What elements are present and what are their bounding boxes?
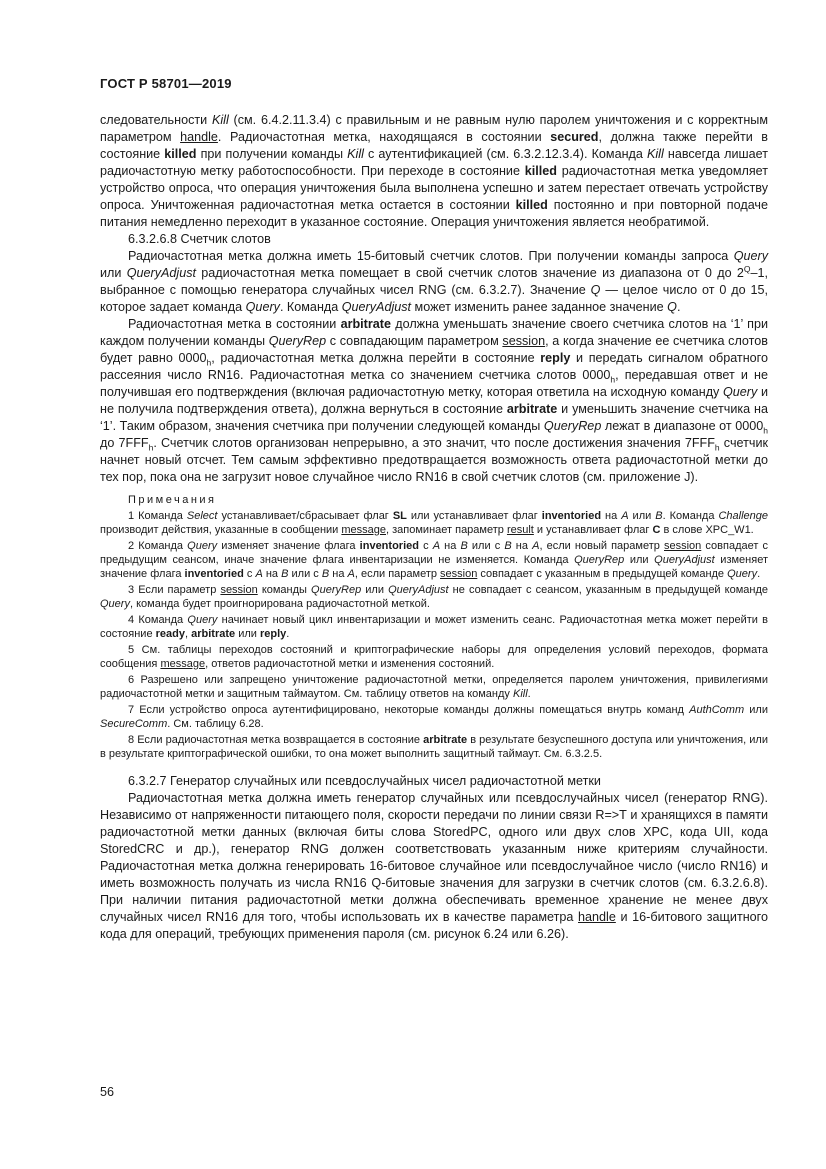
text: или — [235, 628, 260, 640]
paragraph-slot-counter — [100, 248, 768, 316]
subscript: h — [714, 442, 720, 453]
text: , радиочастотная метка должна перейти в состояние — [211, 351, 541, 365]
text: . Команда — [279, 300, 342, 314]
text: или с — [467, 540, 505, 552]
text: следовательности — [100, 113, 212, 127]
term: B — [504, 540, 512, 552]
term: inventoried — [359, 540, 419, 552]
text: , запоминает параметр — [386, 524, 507, 536]
text: совпадает с указанным в предыдущей команде — [477, 568, 728, 580]
term: Query — [723, 385, 758, 399]
text: 8 Если радиочастотная метка возвращается в состояние — [128, 734, 424, 746]
text: изменяет значение флага — [217, 540, 360, 552]
term: Kill — [347, 147, 364, 161]
text: Радиочастотная метка в состоянии — [128, 317, 341, 331]
term: killed — [164, 147, 197, 161]
term: QueryRep — [268, 334, 327, 348]
text: 3 Если параметр — [128, 584, 221, 596]
text: радиочастотная метка уведомляет устройство опроса, что операция уничтожения была выполнена успешно и затем перестает отвечать устройству опроса. Уничтоженная радиочастотная метка остается в состоянии — [100, 164, 768, 212]
term: arbitrate — [423, 734, 468, 746]
term: Query — [245, 300, 280, 314]
term: arbitrate — [191, 628, 236, 640]
text: 2 Команда — [128, 540, 188, 552]
section-title-slot-counter: 6.3.2.6.8 Счетчик слотов — [128, 232, 271, 246]
term: Challenge — [718, 510, 768, 522]
page-body — [100, 112, 768, 943]
text: не совпадает с сеансом, указанным в предыдущей команде — [448, 584, 769, 596]
term: SecureComm — [100, 718, 168, 730]
subscript: h — [610, 374, 616, 385]
term: result — [506, 524, 534, 536]
term: Q — [667, 300, 677, 314]
term: session — [502, 334, 546, 348]
text: с аутентификацией (см. 6.3.2.12.3.4). Команда — [363, 147, 647, 161]
term: B — [655, 510, 663, 522]
text: команды — [257, 584, 312, 596]
term: Query — [733, 249, 768, 263]
note-8 — [100, 733, 768, 761]
text: 5 См. таблицы переходов состояний и криптографические наборы для определения условий переходов, формата сообщения — [100, 644, 768, 670]
term: QueryAdjust — [126, 266, 197, 280]
term: session — [220, 584, 258, 596]
text: лежат в диапазоне от 0000 — [601, 419, 764, 433]
spacer — [100, 763, 768, 773]
term: A — [347, 568, 355, 580]
text: на — [329, 568, 348, 580]
term: A — [432, 540, 441, 552]
term: handle — [180, 130, 218, 144]
term: QueryRep — [311, 584, 362, 596]
term: Q — [590, 283, 601, 297]
text: с — [243, 568, 256, 580]
text: , команда будет проигнорирована радиочастотной меткой. — [129, 598, 430, 610]
text: в слове XPC_W1. — [660, 524, 754, 536]
term: B — [281, 568, 289, 580]
page-header: ГОСТ Р 58701—2019 — [100, 76, 232, 91]
term: AuthComm — [689, 704, 745, 716]
subscript: h — [763, 425, 768, 436]
text: на — [440, 540, 461, 552]
term: A — [532, 540, 540, 552]
text: 4 Команда — [128, 614, 188, 626]
text: и устанавливает флаг — [533, 524, 653, 536]
note-4 — [100, 613, 768, 641]
term: killed — [515, 198, 548, 212]
term: reply — [259, 628, 287, 640]
text: и уменьшить значение счетчика на ‘1’. Таким образом, значения счетчика при получении следующей команды — [100, 402, 768, 433]
text: до 7FFF — [100, 436, 149, 450]
superscript: Q — [743, 263, 751, 274]
term: QueryAdjust — [388, 584, 449, 596]
text: . Команда — [662, 510, 719, 522]
term: SL — [392, 510, 407, 522]
term: Select — [186, 510, 218, 522]
text: и 16-битового защитного кода для операций, требующих применения пароля (см. рисунок 6.24 или 6.26). — [100, 910, 768, 941]
term: QueryAdjust — [654, 554, 715, 566]
text: . — [757, 568, 761, 580]
term: Kill — [211, 113, 229, 127]
text: на — [262, 568, 282, 580]
term: secured — [550, 130, 599, 144]
term: A — [621, 510, 629, 522]
text: навсегда лишает радиочастотную метку работоспособности. При переходе в состояние — [100, 147, 768, 178]
text: , а когда значение ее счетчика слотов будет равно 0000 — [100, 334, 768, 365]
text: постоянно и при повторной подаче питания немедленно переходит в указанное состояние. Операция уничтожения является необратимой. — [100, 198, 768, 229]
term: killed — [524, 164, 557, 178]
text: , ответов радиочастотной метки и изменения состояний. — [205, 658, 495, 670]
text: должна уменьшать значение своего счетчика слотов на ‘1’ при каждом получении команды — [100, 317, 768, 348]
term: Query — [187, 614, 218, 626]
text: с совпадающим параметром — [326, 334, 503, 348]
text: или — [100, 266, 127, 280]
text: . — [676, 300, 681, 314]
text: (см. 6.4.2.11.3.4) с правильным и не равным нулю паролем уничтожения и с корректным параметром — [100, 113, 768, 144]
text: производит действия, указанные в сообщении — [100, 524, 342, 536]
term: QueryAdjust — [341, 300, 412, 314]
term: arbitrate — [506, 402, 558, 416]
term: session — [664, 540, 702, 552]
term: Query — [187, 540, 218, 552]
note-2 — [100, 539, 768, 581]
text: при получении команды — [196, 147, 348, 161]
text: . См. таблицу 6.28. — [167, 718, 264, 730]
text: — целое число от 0 до 15, которое задает команда — [100, 283, 768, 314]
term: B — [460, 540, 468, 552]
text: Радиочастотная метка должна иметь генератор случайных или псевдослучайных чисел (генератор RNG). Независимо от напряженности питающего поля, скорости передачи по линии связи R=>T и хранящихся в памяти радиочастотной метки данных (включая биты слова StoredPC, одного или двух слов XPC, кода UII, кода StoredCRC и др.), генератор RNG должен соответствовать указанным ниже критериям случайности. Радиочастотная метка должна генерировать 16-битовое случайное или псевдослучайное число (число RN16) и иметь возможность получать из числа RN16 Q-битовые значения для загрузки в счетчик слотов (см. 6.3.2.6.8). При наличии питания радиочастотной метки должна обеспечивать временное хранение не менее двух случайных чисел RN16 для того, чтобы использовать их в качестве параметра — [100, 791, 768, 924]
term: Kill — [512, 688, 528, 700]
subscript: h — [206, 357, 212, 368]
text: или — [624, 554, 655, 566]
term: handle — [578, 910, 616, 924]
text: и передать сигналом обратного рассеяния число RN16. Радиочастотная метка со значением счетчика слотов 0000 — [100, 351, 768, 382]
text: , — [184, 628, 192, 640]
text: или устанавливает флаг — [406, 510, 542, 522]
page-number: 56 — [100, 1085, 115, 1099]
text: или — [744, 704, 768, 716]
term: inventoried — [184, 568, 244, 580]
text: . — [286, 628, 290, 640]
text: 7 Если устройство опроса аутентифицировано, некоторые команды должны помещаться внутрь команд — [128, 704, 690, 716]
term: inventoried — [541, 510, 602, 522]
paragraph-arbitrate — [100, 316, 768, 486]
text: с — [418, 540, 433, 552]
text: начинает новый цикл инвентаризации и может изменить сеанс. Радиочастотная метка может перейти в состояние — [100, 614, 769, 640]
text: , должна также перейти в состояние — [100, 130, 768, 161]
term: message — [160, 658, 206, 670]
text: , если параметр — [354, 568, 441, 580]
text: устанавливает/сбрасывает флаг — [217, 510, 393, 522]
text: или — [361, 584, 389, 596]
text: счетчик начнет новый отсчет. Тем самым эффективно предотвращается возможность ответа радиочастотной метки до тех пор, пока она не загрузит новое случайное число RN16 в свой счетчик слотов (см. приложение J). — [100, 436, 768, 484]
paragraph-kill — [100, 112, 768, 231]
text: на — [511, 540, 533, 552]
term: session — [440, 568, 478, 580]
text: . Радиочастотная метка, находящаяся в состоянии — [217, 130, 551, 144]
section-title-rng: 6.3.2.7 Генератор случайных или псевдослучайных чисел радиочастотной метки — [128, 774, 601, 788]
term: message — [341, 524, 387, 536]
text: , передавшая ответ и не получившая его подтверждения (включая радиочастотную метку, которая ответила на исходную команду — [100, 368, 768, 399]
text: совпадает с предыдущим сеансом, иначе значение флага инвентаризации не изменяется. Команда — [100, 540, 768, 566]
text: может изменить ранее заданное значение — [411, 300, 668, 314]
term: reply — [540, 351, 571, 365]
text: 1 Команда — [128, 510, 187, 522]
term: Kill — [646, 147, 664, 161]
term: A — [255, 568, 263, 580]
notes-title: Примечания — [128, 494, 217, 506]
term: Query — [100, 598, 130, 610]
paragraph-rng — [100, 790, 768, 943]
text: или — [628, 510, 656, 522]
text: и не получила подтверждения ответа), должна вернуться в состояние — [100, 385, 768, 416]
notes-block — [100, 493, 768, 761]
note-6 — [100, 673, 768, 701]
term: Query — [727, 568, 758, 580]
term: ready — [155, 628, 185, 640]
text: или с — [288, 568, 322, 580]
text: в результате безуспешного доступа или уничтожения, или в результате криптографической ошибки, то она может выполнить защитный таймаут. См. 6.3.2.5. — [100, 734, 768, 760]
text: Радиочастотная метка должна иметь 15-битовый счетчик слотов. При получении команды запроса — [128, 249, 734, 263]
term: QueryRep — [574, 554, 625, 566]
text: 6 Разрешено или запрещено уничтожение радиочастотной метки, определяется паролем уничтожения, привилегиями радиочастотной метки и защитным таймаутом. См. таблицу ответов на команду — [100, 674, 768, 700]
text: . — [527, 688, 531, 700]
text: изменяет значение флага — [100, 554, 768, 580]
text: –1, выбранное с помощью генератора случайных чисел RNG (см. 6.3.2.7). Значение — [100, 266, 769, 297]
text: , если новый параметр — [539, 540, 664, 552]
text: на — [601, 510, 622, 522]
text: радиочастотная метка помещает в свой счетчик слотов значение из диапазона от 0 до 2 — [196, 266, 744, 280]
term: QueryRep — [543, 419, 602, 433]
note-3 — [100, 583, 768, 611]
term: B — [321, 568, 330, 580]
note-7 — [100, 703, 768, 731]
note-5 — [100, 643, 768, 671]
text: . Счетчик слотов организован непрерывно, а это значит, что после достижения значения 7FFF — [153, 436, 715, 450]
subscript: h — [148, 442, 154, 453]
note-1 — [100, 509, 768, 537]
term: C — [652, 524, 661, 536]
term: arbitrate — [340, 317, 391, 331]
